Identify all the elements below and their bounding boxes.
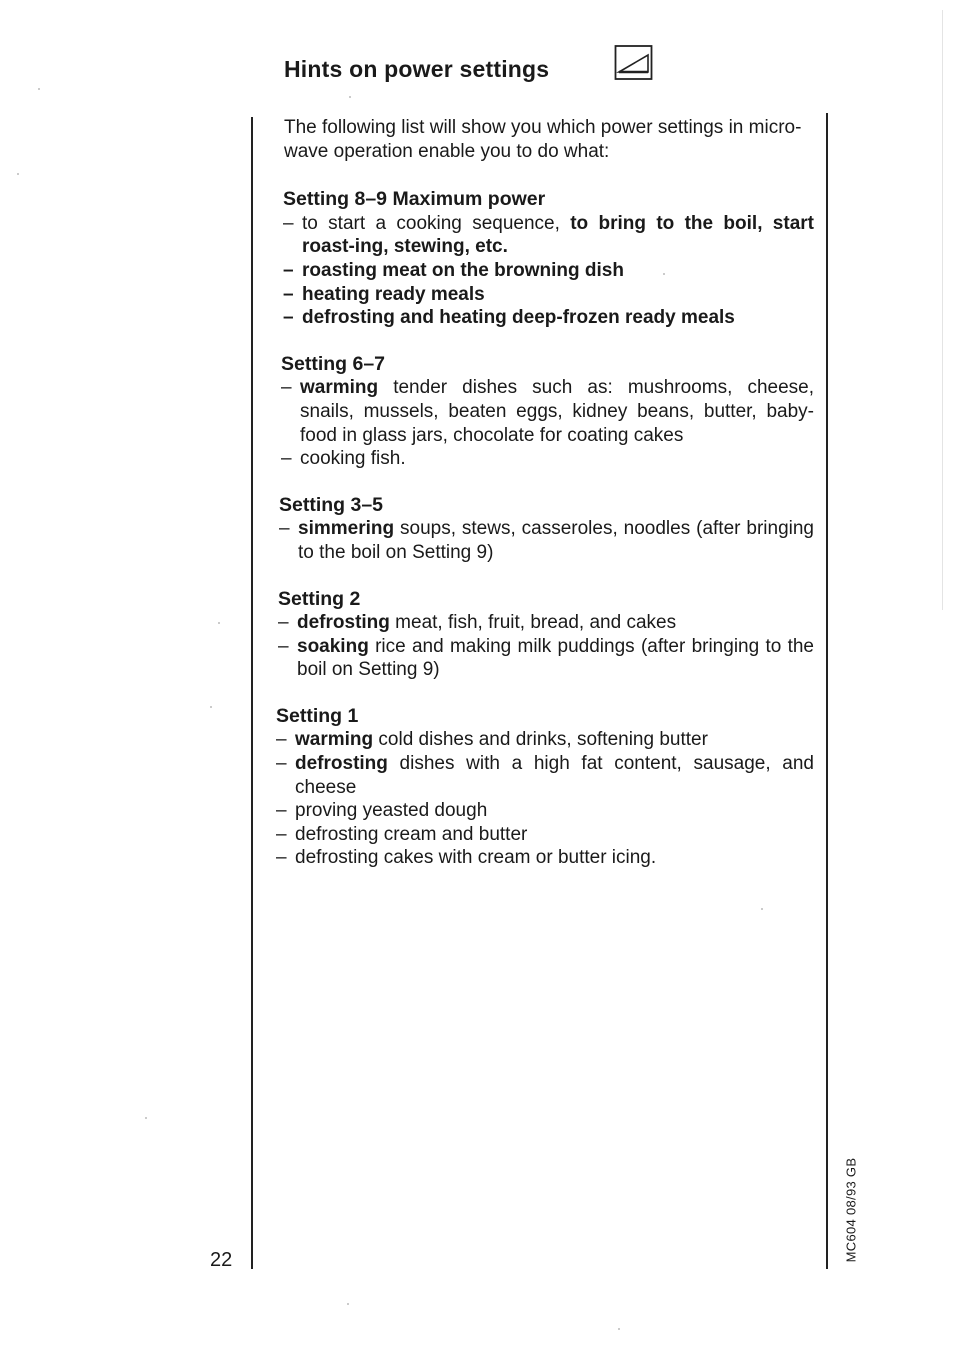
section-setting-2 xyxy=(278,588,814,682)
list-item xyxy=(281,376,814,447)
item-text: defrosting cream and butter xyxy=(295,823,528,845)
item-text: meat, fish, fruit, bread, and cakes xyxy=(389,612,677,634)
list-dash: – xyxy=(278,612,289,634)
section-heading: Setting 1 xyxy=(276,704,359,727)
list-item xyxy=(276,752,814,799)
item-text: tender dishes such as: mushrooms, cheese, snails, mussels, beaten eggs, kidney beans, butter, baby-food in glass jars, chocolate for coating cakes xyxy=(300,377,814,446)
list-item xyxy=(283,212,814,259)
list-item xyxy=(283,259,814,283)
scan-speck xyxy=(38,88,40,90)
scan-speck xyxy=(218,622,220,624)
list-item xyxy=(276,846,814,870)
intro-paragraph: The following list will show you which power settings in micro-wave operation enable you to do what: xyxy=(284,117,802,162)
item-text: dishes with a high fat content, sausage, and cheese xyxy=(295,753,814,798)
list-dash: – xyxy=(276,800,287,822)
list-dash: – xyxy=(279,518,290,540)
list-dash: – xyxy=(283,307,294,329)
list-dash: – xyxy=(276,753,287,775)
list-item xyxy=(278,635,814,682)
item-bold-text: soaking xyxy=(297,635,369,657)
document-code-text: MC604 08/93 GB xyxy=(843,1157,859,1263)
list-item xyxy=(279,517,814,564)
scan-speck xyxy=(17,173,19,175)
list-dash: – xyxy=(281,448,292,470)
scan-speck xyxy=(761,908,763,910)
list-item xyxy=(278,611,814,635)
item-text: cold dishes and drinks, softening butter xyxy=(373,729,708,751)
item-bold-text: to bring to the boil, start roast-ing, stewing, etc. xyxy=(302,212,814,258)
scan-speck xyxy=(145,1117,147,1119)
section-heading: Setting 6–7 xyxy=(281,352,386,375)
scan-edge-line xyxy=(942,10,943,610)
item-bold-text: heating ready meals xyxy=(302,283,485,305)
item-text: cooking fish. xyxy=(300,448,406,470)
list-item xyxy=(283,283,814,307)
left-margin-rule xyxy=(251,117,253,1269)
page-number: 22 xyxy=(210,1249,233,1271)
list-item xyxy=(283,306,814,330)
item-bold-text: defrosting xyxy=(295,753,388,775)
item-text: to start a cooking sequence, xyxy=(302,212,571,234)
scan-speck xyxy=(347,1303,349,1305)
list-dash: – xyxy=(276,847,287,869)
list-item xyxy=(276,799,814,823)
section-setting-8-9 xyxy=(283,188,814,330)
document-code xyxy=(841,1150,861,1270)
item-bold-text: defrosting xyxy=(297,612,390,634)
item-text: rice and making milk puddings (after bringing to the boil on Setting 9) xyxy=(297,635,814,681)
main-content xyxy=(274,116,814,893)
list-dash: – xyxy=(283,283,294,305)
list-item xyxy=(281,447,814,471)
right-margin-rule xyxy=(826,113,828,1269)
page-title: Hints on power settings xyxy=(284,56,550,82)
list-item xyxy=(276,823,814,847)
item-bold-text: roasting meat on the browning dish xyxy=(302,259,624,281)
section-heading: Setting 8–9 Maximum power xyxy=(283,188,546,211)
list-dash: – xyxy=(278,635,289,657)
scan-speck xyxy=(663,273,665,275)
hint-pencil-icon xyxy=(614,43,654,83)
item-bold-text: defrosting and heating deep-frozen ready meals xyxy=(302,307,735,329)
list-dash: – xyxy=(276,823,287,845)
section-heading: Setting 3–5 xyxy=(279,493,384,516)
scan-speck xyxy=(210,706,212,708)
item-bold-text: warming xyxy=(300,377,379,399)
list-dash: – xyxy=(276,729,287,751)
list-dash: – xyxy=(283,259,294,281)
item-text: proving yeasted dough xyxy=(295,800,488,822)
section-setting-3-5 xyxy=(279,494,814,565)
list-item xyxy=(276,728,814,752)
list-dash: – xyxy=(281,377,292,399)
list-dash: – xyxy=(283,212,294,234)
item-text: soups, stews, casseroles, noodles (after bringing to the boil on Setting 9) xyxy=(298,518,814,563)
section-heading: Setting 2 xyxy=(278,587,361,610)
scan-speck xyxy=(618,1328,620,1330)
item-text: defrosting cakes with cream or butter icing. xyxy=(295,847,657,869)
item-bold-text: warming xyxy=(295,729,374,751)
section-setting-1 xyxy=(276,705,814,870)
section-setting-6-7 xyxy=(281,353,814,471)
item-bold-text: simmering xyxy=(298,518,395,540)
scan-speck xyxy=(349,96,351,98)
